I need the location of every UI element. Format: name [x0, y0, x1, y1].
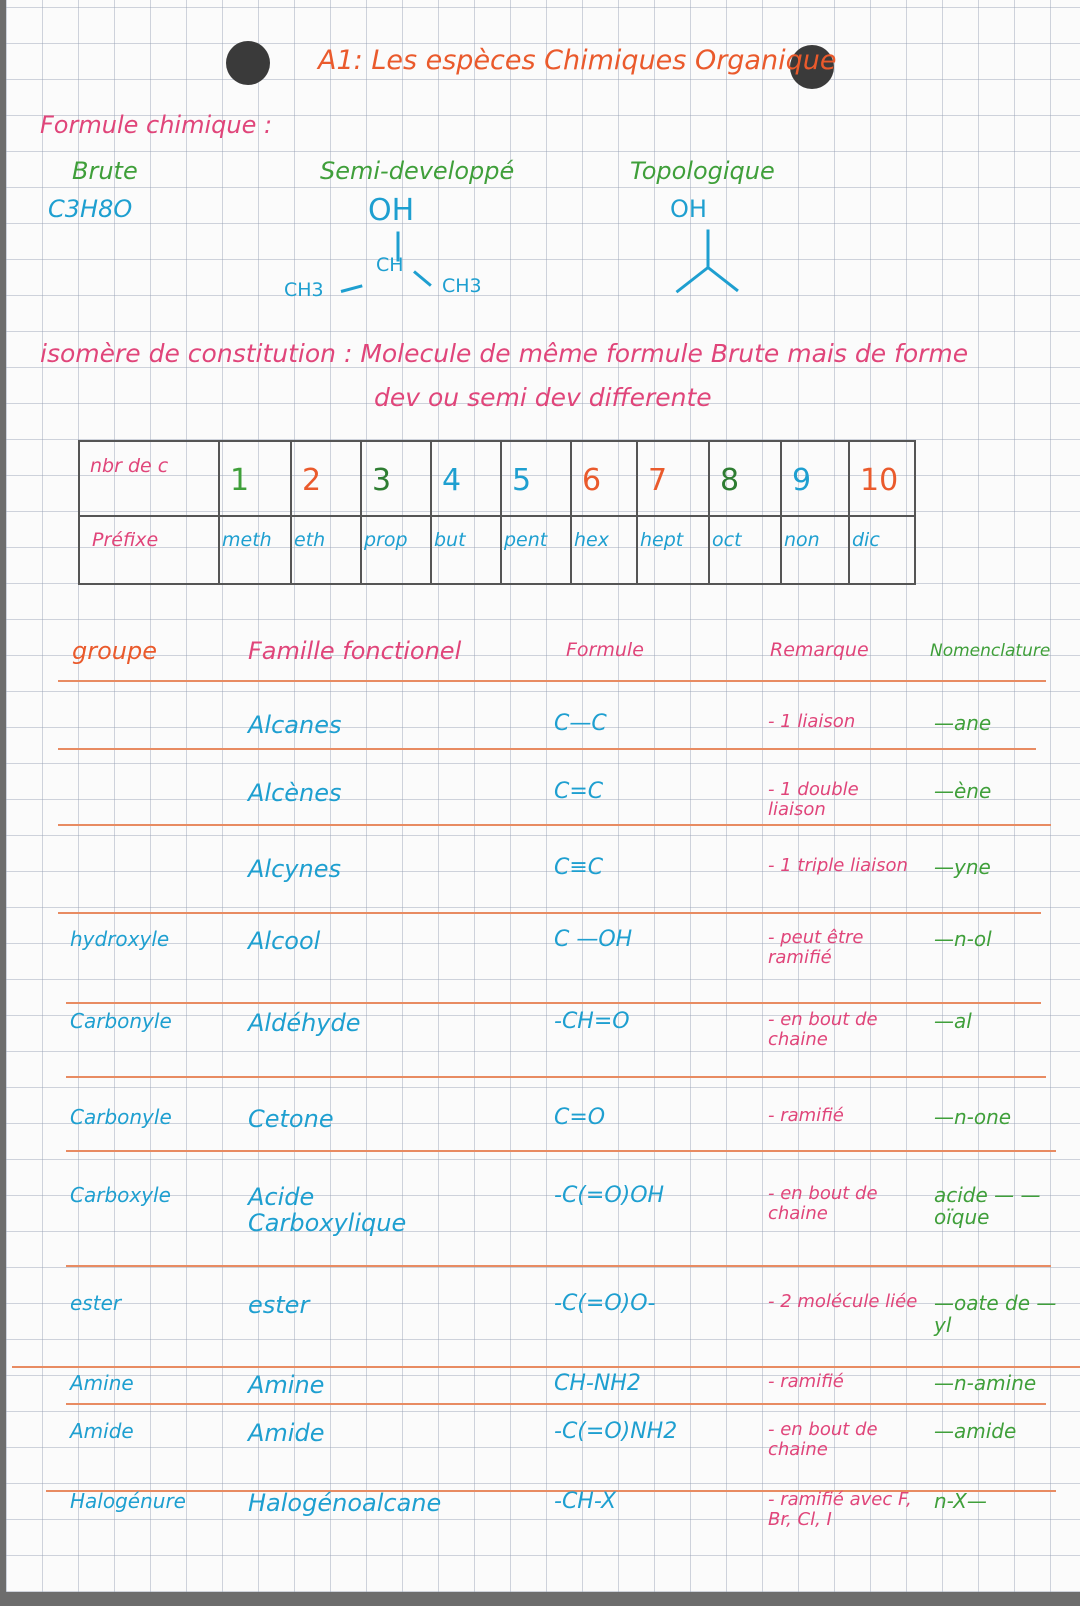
isomere-line2: dev ou semi dev differente [374, 383, 712, 412]
notebook-page [6, 0, 1080, 1592]
row-divider [66, 1403, 1046, 1405]
cell-famille: Aldéhyde [248, 1009, 361, 1037]
cell-nomenclature: —n-one [934, 1105, 1012, 1129]
topologique-label: Topologique [630, 157, 775, 185]
cell-formule: -C(=O)OH [554, 1183, 665, 1208]
page-title: A1: Les espèces Chimiques Organique [318, 45, 837, 76]
cell-famille: Cetone [248, 1105, 334, 1133]
cell-famille: Alcènes [248, 779, 342, 807]
row-divider [12, 1366, 1080, 1368]
carbon-count: 7 [648, 463, 668, 498]
carbon-count: 8 [720, 463, 740, 498]
brute-label: Brute [72, 157, 138, 185]
cell-groupe: Carboxyle [70, 1183, 171, 1207]
topo-oh: OH [670, 195, 707, 223]
bond-line [676, 266, 709, 293]
cell-groupe: Amide [70, 1419, 134, 1443]
cell-remarque: - ramifié [768, 1371, 844, 1392]
prefix-name: hex [574, 529, 609, 551]
carbon-count: 9 [792, 463, 812, 498]
cell-nomenclature: —n-ol [934, 927, 992, 951]
cell-groupe: hydroxyle [70, 927, 170, 951]
cell-famille: Halogénoalcane [248, 1489, 442, 1517]
cell-famille: Acide Carboxylique [248, 1183, 407, 1238]
cell-nomenclature: —al [934, 1009, 972, 1033]
cell-remarque: - en bout de chaine [768, 1009, 878, 1050]
header-groupe: groupe [72, 637, 157, 665]
semi-developpe-label: Semi-developpé [320, 157, 515, 185]
cell-remarque: - ramifié [768, 1105, 844, 1126]
cell-formule: C —OH [554, 927, 633, 952]
semi-ch: CH [376, 254, 404, 276]
prefixe-label: Préfixe [92, 529, 159, 551]
cell-nomenclature: —oate de —yl [934, 1291, 1057, 1337]
cell-remarque: - 1 double liaison [768, 779, 859, 820]
cell-formule: -C(=O)NH2 [554, 1419, 678, 1444]
row-divider [58, 824, 1051, 826]
cell-famille: Alcool [248, 927, 321, 955]
row-divider [66, 1002, 1041, 1004]
row-divider [58, 912, 1041, 914]
cell-formule: C≡C [554, 855, 604, 880]
cell-groupe: ester [70, 1291, 122, 1315]
cell-groupe: Carbonyle [70, 1009, 172, 1033]
isomere-line1: isomère de constitution : Molecule de même formule Brute mais de forme [40, 339, 969, 368]
binder-hole [226, 41, 270, 85]
cell-nomenclature: —amide [934, 1419, 1017, 1443]
cell-nomenclature: —n-amine [934, 1371, 1037, 1395]
cell-remarque: - en bout de chaine [768, 1419, 878, 1460]
brute-formula: C3H8O [48, 195, 133, 223]
carbon-count: 1 [230, 463, 250, 498]
cell-famille: ester [248, 1291, 310, 1319]
prefix-name: dic [852, 529, 880, 551]
cell-nomenclature: n-X— [934, 1489, 987, 1513]
header-remarque: Remarque [770, 639, 869, 661]
row-divider [66, 1076, 1046, 1078]
carbon-count: 10 [860, 463, 899, 498]
prefix-name: hept [640, 529, 684, 551]
cell-groupe: Amine [70, 1371, 134, 1395]
cell-remarque: - ramifié avec F, Br, Cl, I [768, 1489, 912, 1530]
prefix-column-divider [80, 442, 850, 583]
header-famille: Famille fonctionel [248, 637, 462, 665]
bond-line [341, 284, 363, 293]
cell-formule: -C(=O)O- [554, 1291, 656, 1316]
prefix-name: prop [364, 529, 408, 551]
cell-nomenclature: acide — —oïque [934, 1183, 1041, 1229]
cell-groupe: Carbonyle [70, 1105, 172, 1129]
semi-oh: OH [368, 193, 415, 228]
cell-nomenclature: —yne [934, 855, 991, 879]
cell-famille: Alcanes [248, 711, 342, 739]
carbon-count: 2 [302, 463, 322, 498]
row-divider [66, 1265, 1051, 1267]
cell-formule: CH-NH2 [554, 1371, 641, 1396]
header-nomenclature: Nomenclature [930, 641, 1051, 661]
cell-remarque: - peut être ramifié [768, 927, 864, 968]
cell-famille: Amine [248, 1371, 325, 1399]
row-divider [66, 1150, 1056, 1152]
cell-nomenclature: —ène [934, 779, 992, 803]
cell-formule: C=C [554, 779, 604, 804]
carbon-count: 3 [372, 463, 392, 498]
prefix-name: pent [504, 529, 548, 551]
row-divider [58, 748, 1036, 750]
cell-remarque: - 1 liaison [768, 711, 856, 732]
nbr-de-c-label: nbr de c [90, 455, 169, 477]
prefix-name: meth [222, 529, 272, 551]
cell-formule: -CH-X [554, 1489, 617, 1514]
cell-remarque: - 2 molécule liée [768, 1291, 918, 1312]
carbon-count: 6 [582, 463, 602, 498]
cell-famille: Amide [248, 1419, 325, 1447]
carbon-count: 4 [442, 463, 462, 498]
prefix-table [78, 440, 916, 585]
prefix-name: eth [294, 529, 326, 551]
carbon-count: 5 [512, 463, 532, 498]
cell-famille: Alcynes [248, 855, 341, 883]
cell-formule: -CH=O [554, 1009, 630, 1034]
cell-formule: C=O [554, 1105, 606, 1130]
cell-groupe: Halogénure [70, 1489, 186, 1513]
prefix-name: non [784, 529, 820, 551]
cell-remarque: - en bout de chaine [768, 1183, 878, 1224]
prefix-name: oct [712, 529, 742, 551]
bond-line [707, 230, 710, 268]
bond-line [707, 266, 739, 292]
formule-heading: Formule chimique : [40, 111, 273, 139]
semi-ch3-right: CH3 [442, 275, 482, 297]
semi-ch3-left: CH3 [284, 279, 324, 301]
cell-nomenclature: —ane [934, 711, 992, 735]
prefix-name: but [434, 529, 466, 551]
bond-line [413, 270, 432, 286]
header-formule: Formule [566, 639, 644, 661]
cell-formule: C—C [554, 711, 607, 736]
cell-remarque: - 1 triple liaison [768, 855, 908, 876]
row-divider [58, 680, 1046, 682]
